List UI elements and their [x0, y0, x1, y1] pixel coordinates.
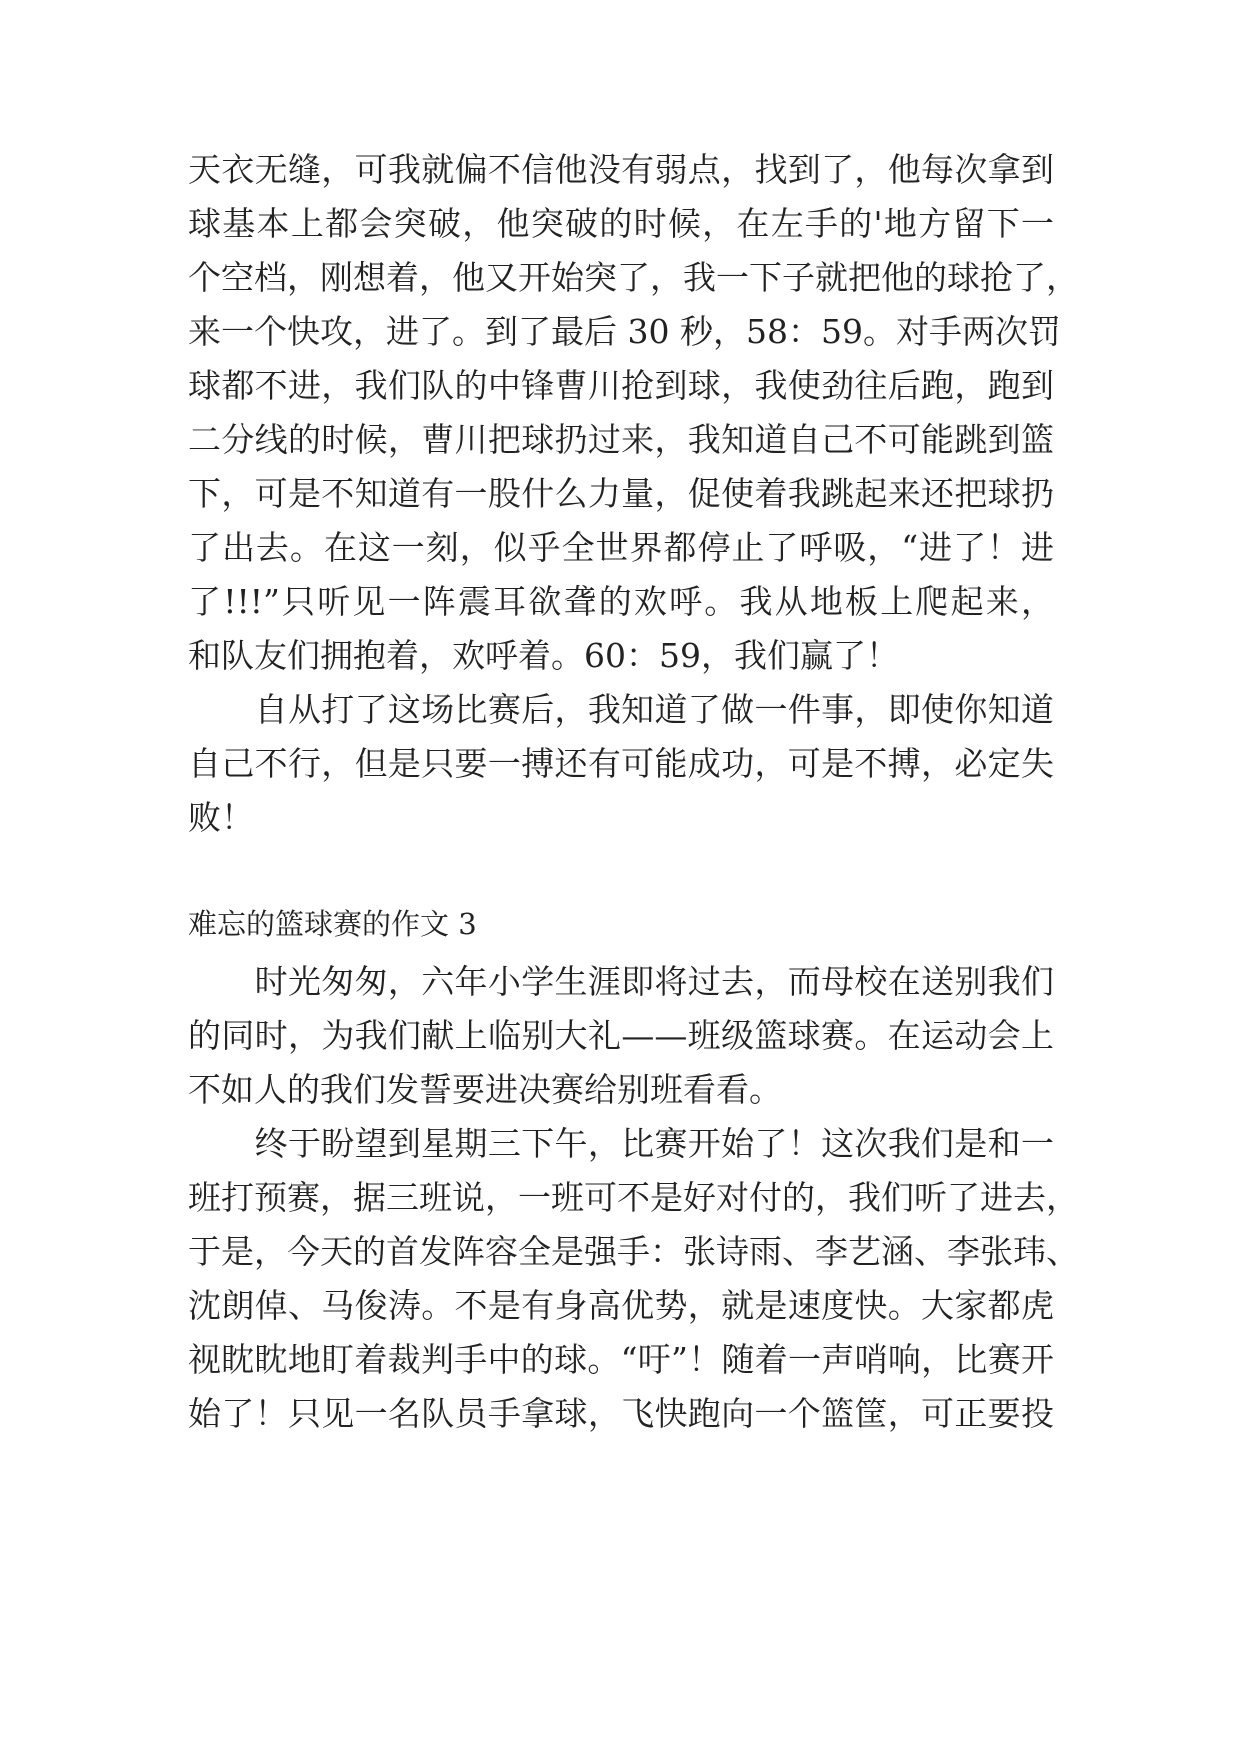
essay-title: 难忘的篮球赛的作文 3 — [188, 907, 477, 941]
paragraph-line: 天衣无缝，可我就偏不信他没有弱点，找到了，他每次拿到 — [188, 150, 1054, 189]
paragraph-line: 自己不行，但是只要一搏还有可能成功，可是不搏，必定失 — [188, 744, 1054, 783]
paragraph-line: 和队友们拥抱着，欢呼着。60：59，我们赢了！ — [188, 636, 899, 675]
paragraph-line: 不如人的我们发誓要进决赛给别班看看。 — [188, 1070, 782, 1109]
paragraph-line: 于是，今天的首发阵容全是强手：张诗雨、李艺涵、李张玮、 — [188, 1232, 1079, 1271]
paragraph-line: 了出去。在这一刻，似乎全世界都停止了呼吸，“进了！进 — [188, 528, 1054, 567]
paragraph-line: 个空档，刚想着，他又开始突了，我一下子就把他的球抢了， — [188, 258, 1079, 297]
paragraph-line: 沈朗倬、马俊涛。不是有身高优势，就是速度快。大家都虎 — [188, 1286, 1054, 1325]
paragraph-line: 自从打了这场比赛后，我知道了做一件事，即使你知道 — [188, 690, 1054, 729]
paragraph-line: 二分线的时候，曹川把球扔过来，我知道自己不可能跳到篮 — [188, 420, 1054, 459]
paragraph-line: 来一个快攻，进了。到了最后 30 秒，58：59。对手两次罚 — [188, 312, 1061, 351]
paragraph-line: 下，可是不知道有一股什么力量，促使着我跳起来还把球扔 — [188, 474, 1054, 513]
paragraph-line: 时光匆匆，六年小学生涯即将过去，而母校在送别我们 — [188, 962, 1054, 1001]
paragraph-line: 的同时，为我们献上临别大礼——班级篮球赛。在运动会上 — [188, 1016, 1054, 1055]
paragraph-line: 视眈眈地盯着裁判手中的球。“吁”！随着一声哨响，比赛开 — [188, 1340, 1054, 1379]
paragraph-line: 终于盼望到星期三下午，比赛开始了！这次我们是和一 — [188, 1124, 1054, 1163]
paragraph-line: 球基本上都会突破，他突破的时候，在左手的'地方留下一 — [188, 204, 1054, 243]
paragraph-line: 球都不进，我们队的中锋曹川抢到球，我使劲往后跑，跑到 — [188, 366, 1054, 405]
paragraph-line: 班打预赛，据三班说，一班可不是好对付的，我们听了进去， — [188, 1178, 1079, 1217]
paragraph-line: 始了！只见一名队员手拿球，飞快跑向一个篮筐，可正要投 — [188, 1394, 1054, 1433]
paragraph-line: 败！ — [188, 798, 254, 837]
paragraph-line: 了!!!”只听见一阵震耳欲聋的欢呼。我从地板上爬起来， — [188, 582, 1054, 621]
